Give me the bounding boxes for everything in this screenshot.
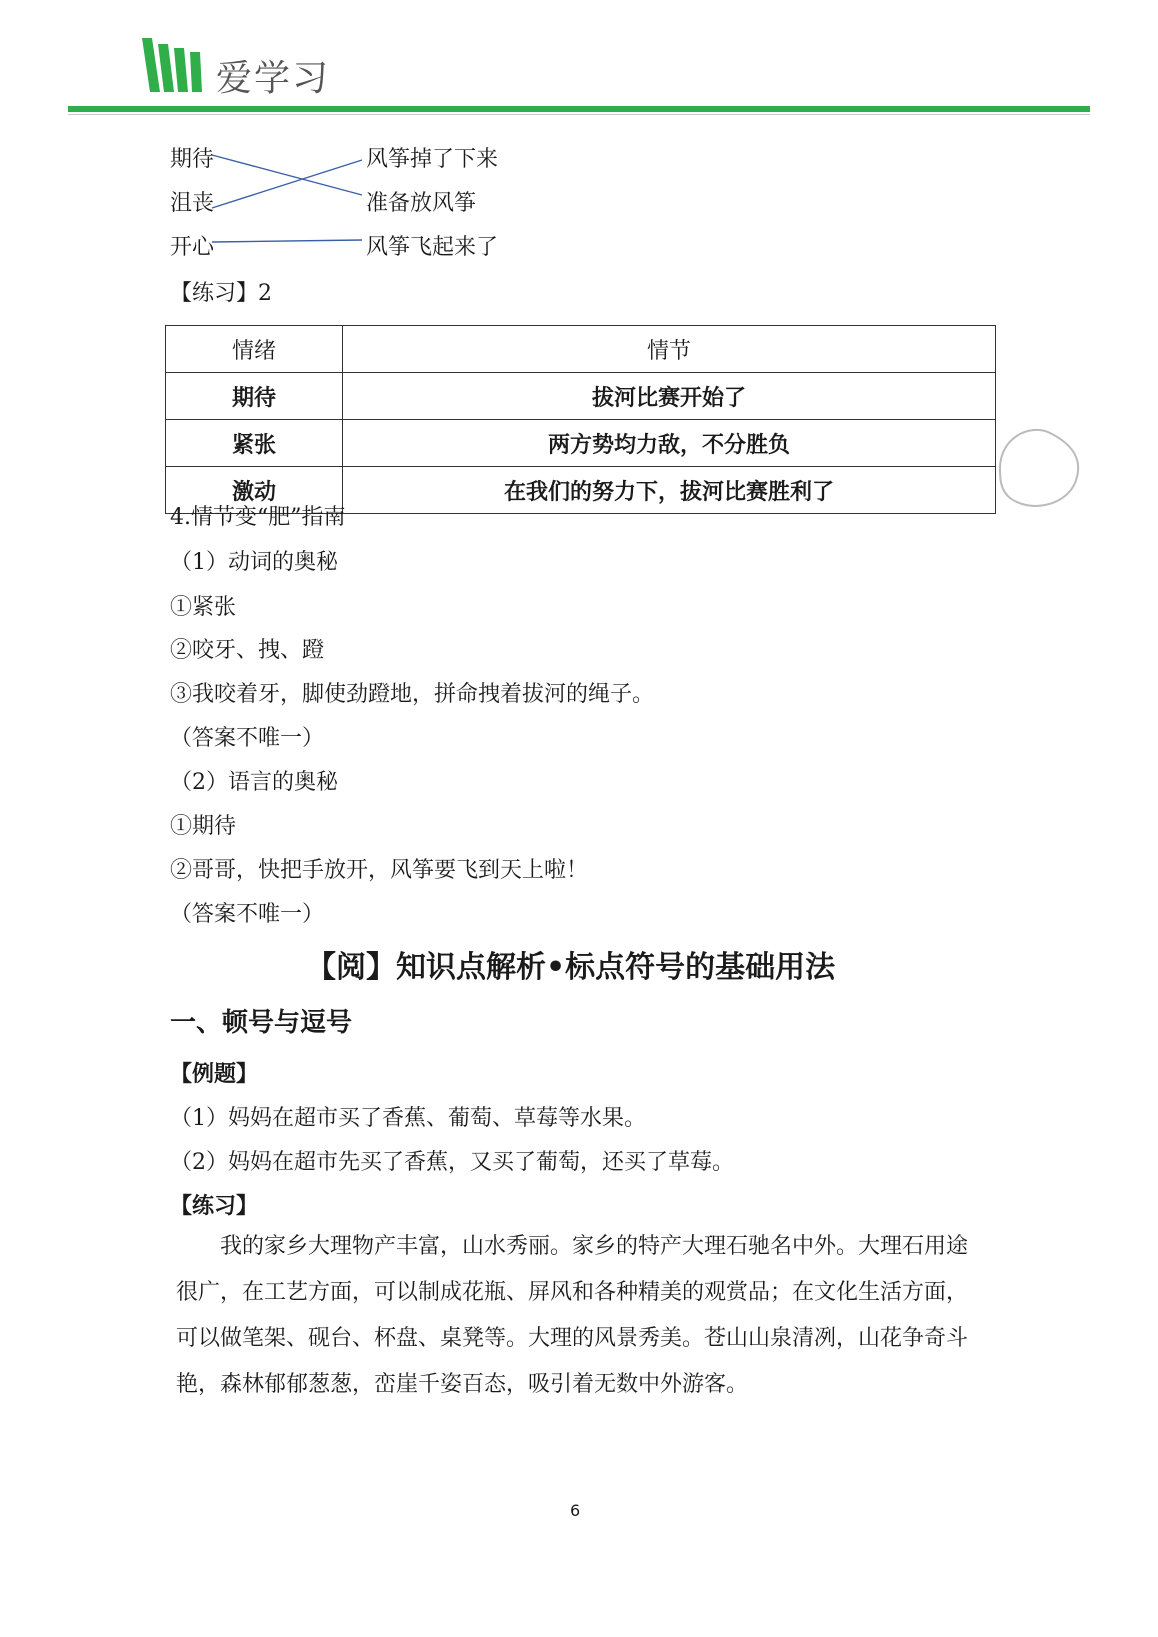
answer-note: （答案不唯一） bbox=[170, 902, 325, 927]
match-right-item: 风筝掉了下来 bbox=[366, 147, 499, 172]
match-right-item: 风筝飞起来了 bbox=[366, 235, 499, 260]
table-header-row bbox=[166, 326, 996, 373]
table-cell: 在我们的努力下，拔河比赛胜利了 bbox=[343, 467, 996, 514]
example-item: （1）妈妈在超市买了香蕉、葡萄、草莓等水果。 bbox=[170, 1106, 646, 1131]
section-title: 4.情节变“肥”指南 bbox=[170, 505, 346, 530]
table-header: 情绪 bbox=[166, 326, 343, 373]
answer-item: ②哥哥，快把手放开，风筝要飞到天上啦！ bbox=[170, 858, 589, 883]
logo-text: 爱学习 bbox=[216, 58, 331, 99]
section-heading: 一、顿号与逗号 bbox=[170, 1008, 353, 1038]
match-line bbox=[212, 155, 362, 195]
exercise2-label: 【练习】2 bbox=[170, 281, 272, 306]
match-line bbox=[212, 240, 362, 242]
table-cell: 两方势均力敌，不分胜负 bbox=[343, 420, 996, 467]
answer-note: （答案不唯一） bbox=[170, 726, 325, 751]
match-left-item: 期待 bbox=[170, 147, 215, 172]
example-label: 【例题】 bbox=[170, 1061, 259, 1087]
page-number: 6 bbox=[570, 1501, 581, 1520]
match-left-item: 开心 bbox=[170, 235, 215, 260]
answer-item: ②咬牙、拽、蹬 bbox=[170, 638, 325, 663]
subsection-title: （1）动词的奥秘 bbox=[170, 550, 338, 575]
answer-item: ①期待 bbox=[170, 814, 237, 839]
match-left-item: 沮丧 bbox=[170, 191, 215, 216]
match-right-item: 准备放风筝 bbox=[366, 191, 477, 216]
matching-lines bbox=[0, 0, 1158, 300]
example-item: （2）妈妈在超市先买了香蕉，又买了葡萄，还买了草莓。 bbox=[170, 1150, 734, 1175]
table-header: 情节 bbox=[343, 326, 996, 373]
table-cell: 拔河比赛开始了 bbox=[343, 373, 996, 420]
practice-paragraph: 我的家乡大理物产丰富，山水秀丽。家乡的特产大理石驰名中外。大理石用途很广，在工艺方面，可以制成花瓶、屏风和各种精美的观赏品；在文化生活方面，可以做笔架、砚台、杯盘、桌凳等。大理的风景秀美。苍山山泉清冽，山花争奇斗艳，森林郁郁葱葱，峦崖千姿百态，吸引着无数中外游客。 bbox=[176, 1234, 969, 1397]
reading-title: 【阅】知识点解析•标点符号的基础用法 bbox=[306, 950, 836, 985]
match-line bbox=[212, 160, 362, 208]
table-cell: 期待 bbox=[166, 373, 343, 420]
answer-item: ①紧张 bbox=[170, 595, 237, 620]
table-cell: 紧张 bbox=[166, 420, 343, 467]
table-row bbox=[166, 420, 996, 467]
practice-label: 【练习】 bbox=[170, 1193, 259, 1219]
answer-item: ③我咬着牙，脚使劲蹬地，拼命拽着拔河的绳子。 bbox=[170, 682, 655, 707]
subsection-title: （2）语言的奥秘 bbox=[170, 770, 338, 795]
emotion-plot-table bbox=[165, 325, 996, 514]
table-cell: 激动 bbox=[166, 467, 343, 514]
stamp-watermark-icon bbox=[990, 418, 1090, 518]
table-row bbox=[166, 373, 996, 420]
